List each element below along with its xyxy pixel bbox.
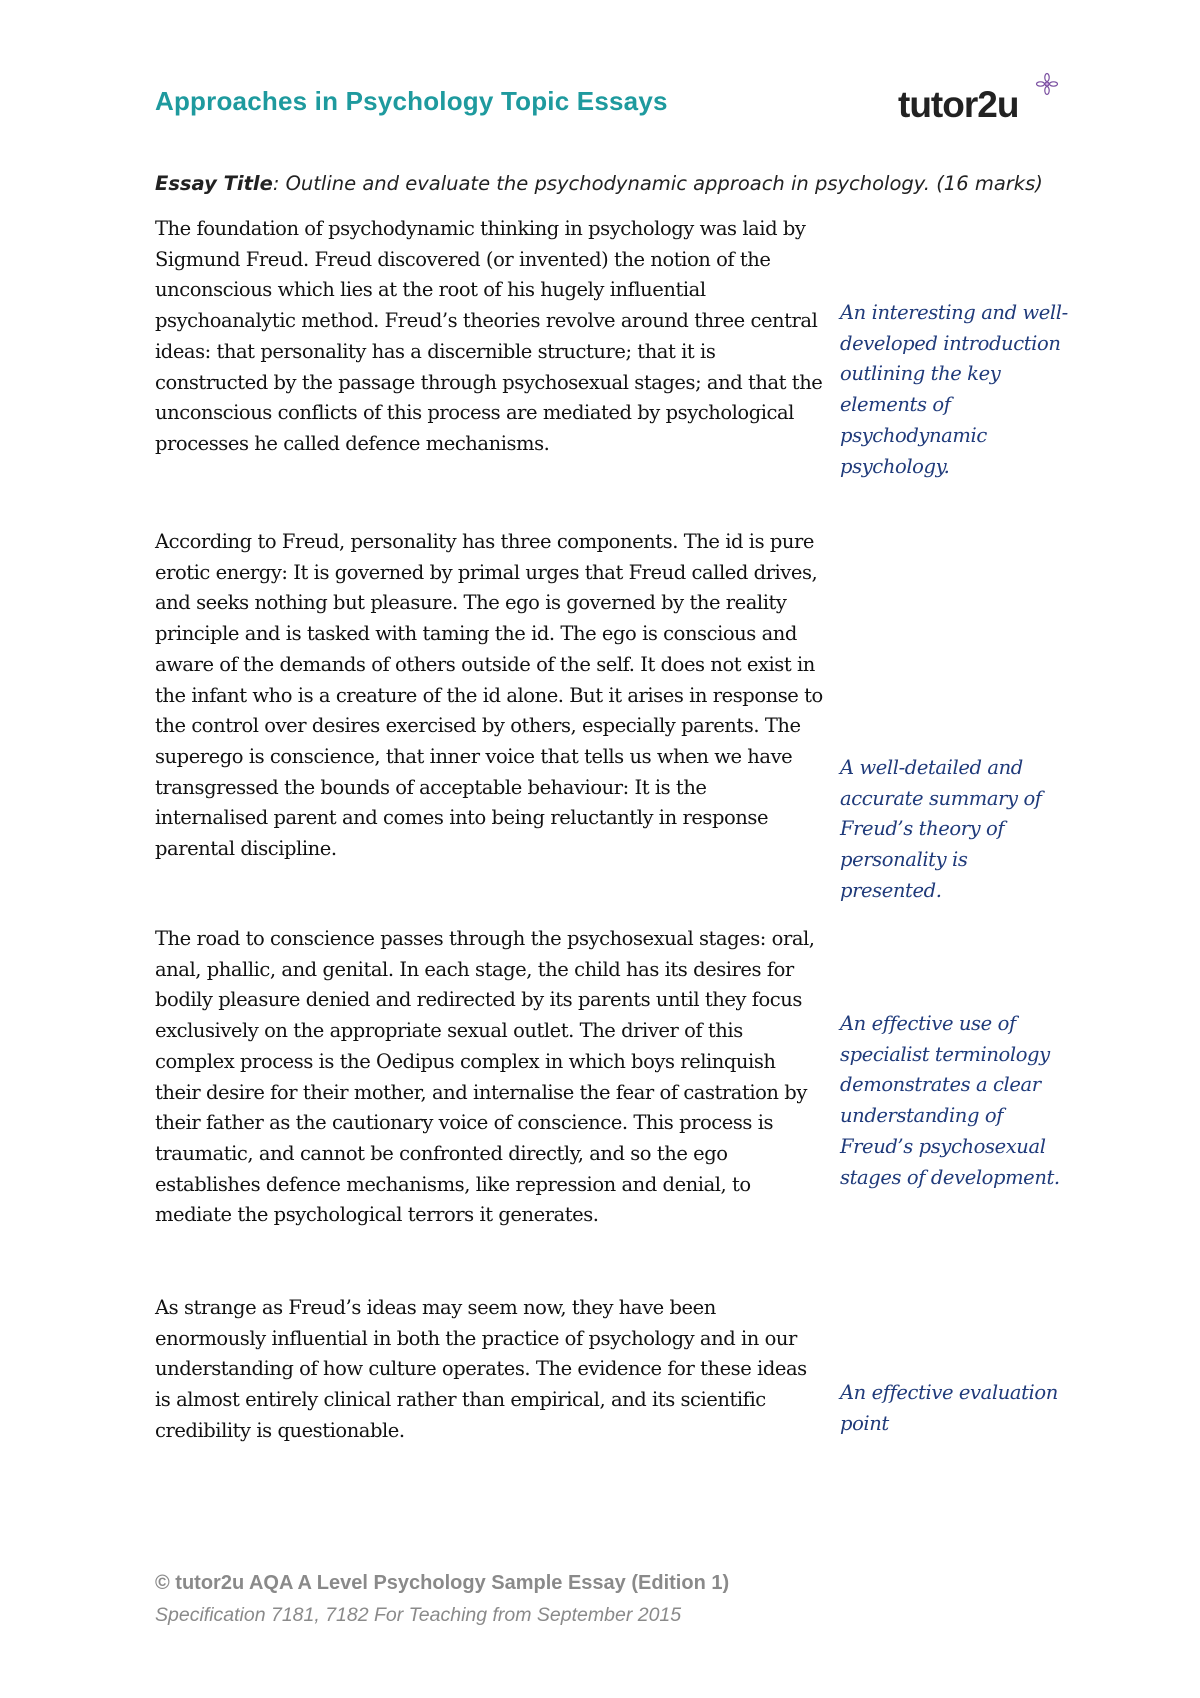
essay-title [155,167,1075,201]
page-heading: Approaches in Psychology Topic Essays [155,86,668,116]
footer-specification: Specification 7181, 7182 For Teaching from September 2015 [155,1604,682,1626]
marginal-comment-2: A well-detailed and accurate summary of Freud’s theory of personality is presented. [840,756,1042,902]
marginal-comment-3: An effective use of specialist terminology demonstrates a clear understanding of Freud’s psychosexual stages of development. [840,1012,1060,1189]
essay-paragraph-1: The foundation of psychodynamic thinking in psychology was laid by Sigmund Freud. Freud discovered (or invented) the notion of the unconscious which lies at the root of his hugely influential psychoanalytic method. Freud’s theories revolve around three central ideas: that personality has a discernible structure; that it is constructed by the passage through psychosexual stages; and that the unconscious conflicts of this process are mediated by psychological processes he called defence mechanisms. [155,217,823,455]
tutor2u-logo [898,70,1058,130]
essay-paragraph-2: According to Freud, personality has three components. The id is pure erotic energy: It is governed by primal urges that Freud called drives, and seeks nothing but pleasure. The ego is governed by the reality principle and is tasked with taming the id. The ego is conscious and aware of the demands of others outside of the self. It does not exist in the infant who is a creature of the id alone. But it arises in response to the control over desires exercised by others, especially parents. The superego is conscience, that inner voice that tells us when we have transgressed the bounds of acceptable behaviour: It is the internalised parent and comes into being reluctantly in response parental discipline. [155,530,823,861]
logo-text: tutor2u [898,84,1019,125]
marginal-comment-1: An interesting and well-developed introduction outlining the key elements of psychodynamic psychology. [840,301,1068,478]
essay-paragraph-4: As strange as Freud’s ideas may seem now, they have been enormously influential in both the practice of psychology and in our understanding of how culture operates. The evidence for these ideas is almost entirely clinical rather than empirical, and its scientific credibility is questionable. [155,1296,807,1442]
essay-title-label: Essay Title [155,172,273,195]
essay-title-text: : Outline and evaluate the psychodynamic approach in psychology. (16 marks) [272,172,1043,195]
marginal-comment-4: An effective evaluation point [840,1381,1058,1435]
flower-icon [1035,72,1059,96]
footer-copyright: © tutor2u AQA A Level Psychology Sample Essay (Edition 1) [155,1572,730,1594]
essay-paragraph-3: The road to conscience passes through the psychosexual stages: oral, anal, phallic, and genital. In each stage, the child has its desires for bodily pleasure denied and redirected by its parents until they focus exclusively on the appropriate sexual outlet. The driver of this complex process is the Oedipus complex in which boys relinquish their desire for their mother, and internalise the fear of castration by their father as the cautionary voice of conscience. This process is traumatic, and cannot be confronted directly, and so the ego establishes defence mechanisms, like repression and denial, to mediate the psychological terrors it generates. [155,927,815,1227]
